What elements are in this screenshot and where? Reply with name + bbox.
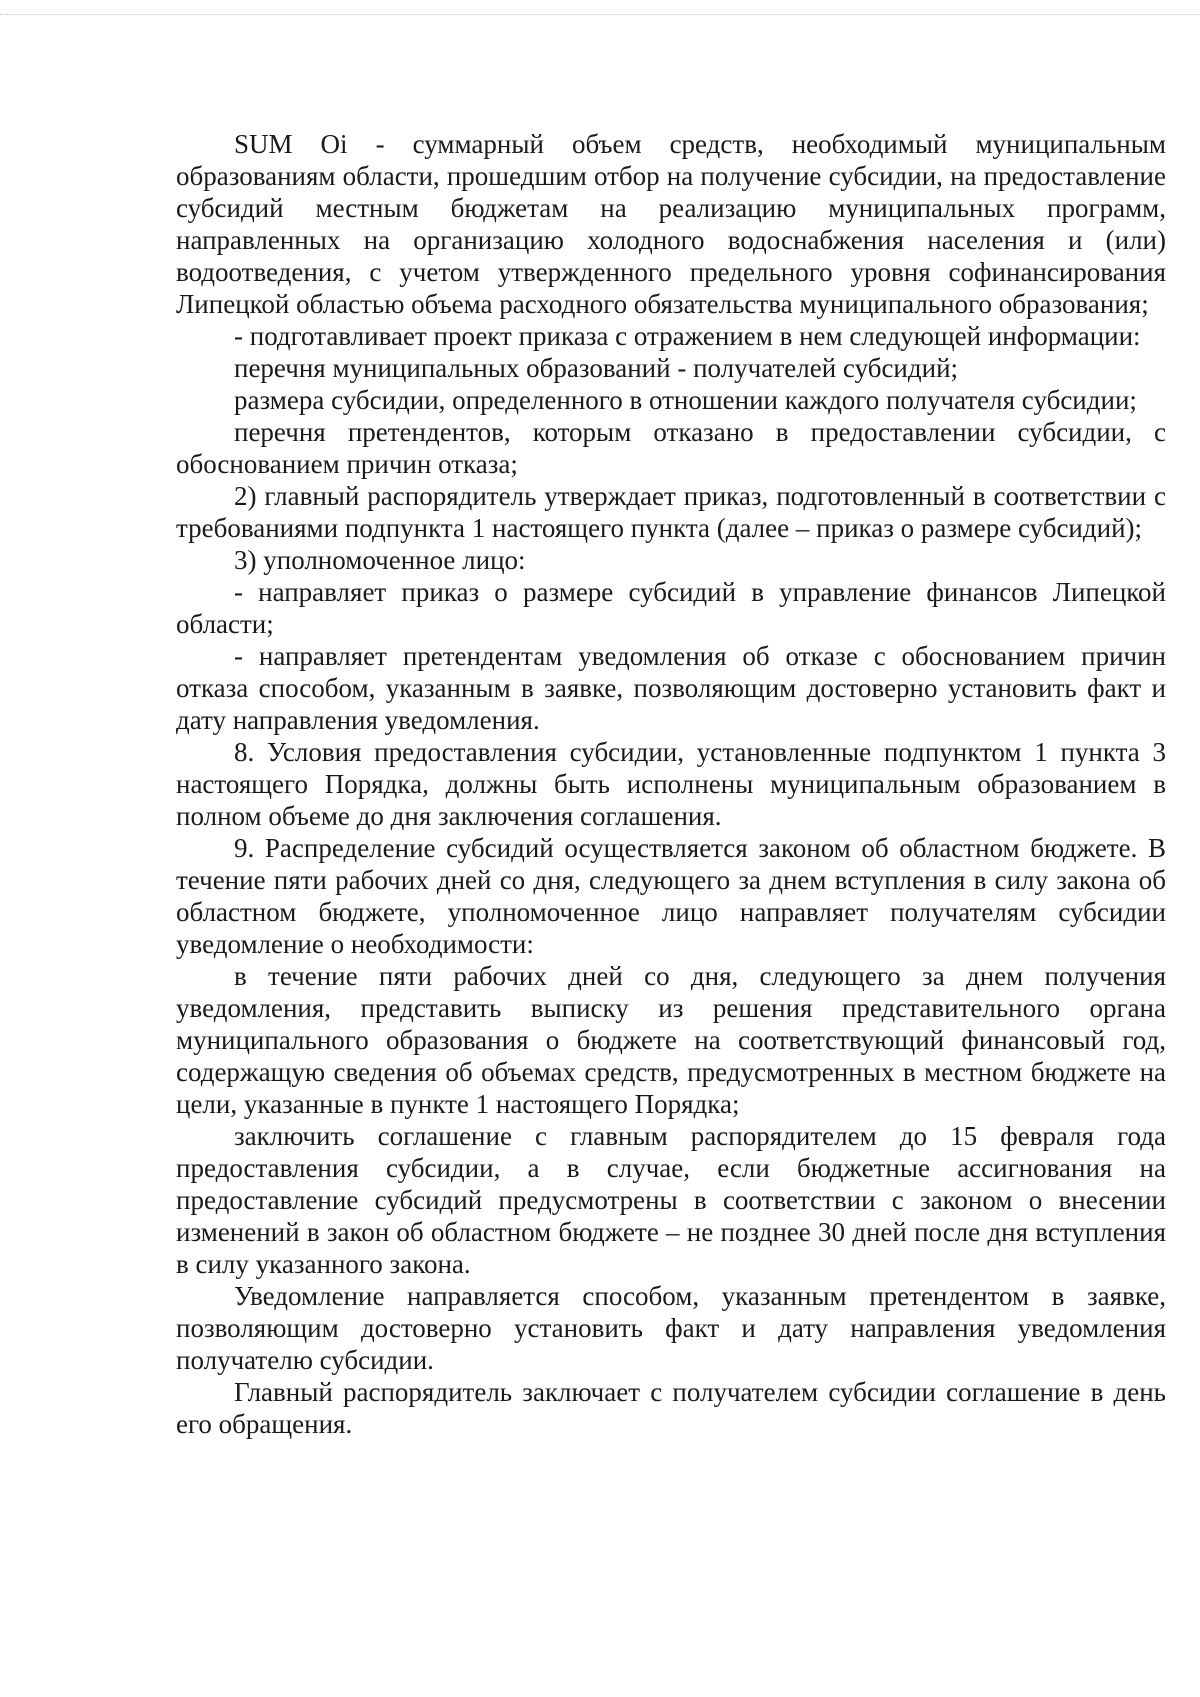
paragraph-refused-applicants: перечня претендентов, которым отказано в предоставлении субсидии, с обоснованием причин отказа; xyxy=(176,417,1166,479)
scan-edge-line xyxy=(0,14,1200,15)
paragraph-clause-9: 9. Распределение субсидий осуществляется законом об областном бюджете. В течение пяти рабочих дней со дня, следующего за днем вступления в силу закона об областном бюджете, уполномоченное лицо направляет получателям субсидии уведомление о необходимости: xyxy=(176,833,1166,959)
paragraph-subsidy-size: размера субсидии, определенного в отношении каждого получателя субсидии; xyxy=(234,385,1137,415)
paragraph-clause-8: 8. Условия предоставления субсидии, установленные подпунктом 1 пункта 3 настоящего Порядка, должны быть исполнены муниципальным образованием в полном объеме до дня заключения соглашения. xyxy=(176,737,1166,831)
paragraph-send-order: - направляет приказ о размере субсидий в управление финансов Липецкой области; xyxy=(176,577,1166,639)
document-page xyxy=(176,128,1166,1440)
paragraph-notification-method: Уведомление направляется способом, указанным претендентом в заявке, позволяющим достоверно установить факт и дату направления уведомления получателю субсидии. xyxy=(176,1281,1166,1375)
paragraph-submit-extract: в течение пяти рабочих дней со дня, следующего за днем получения уведомления, представить выписку из решения представительного органа муниципального образования о бюджете на соответствующий финансовый год, содержащую сведения об объемах средств, предусмотренных в местном бюджете на цели, указанные в пункте 1 настоящего Порядка; xyxy=(176,961,1166,1119)
paragraph-send-refusals: - направляет претендентам уведомления об отказе с обоснованием причин отказа способом, указанным в заявке, позволяющим достоверно установить факт и дату направления уведомления. xyxy=(176,641,1166,735)
paragraph-prepare-order: - подготавливает проект приказа с отражением в нем следующей информации: xyxy=(234,321,1141,351)
paragraph-sum-definition: SUM Oi - суммарный объем средств, необходимый муниципальным образованиям области, прошедшим отбор на получение субсидии, на предоставление субсидий местным бюджетам на реализацию муниципальных программ, направленных на организацию холодного водоснабжения населения и (или) водоотведения, с учетом утвержденного предельного уровня софинансирования Липецкой областью объема расходного обязательства муниципального образования; xyxy=(176,129,1166,319)
paragraph-item-2: 2) главный распорядитель утверждает приказ, подготовленный в соответствии с требованиями подпункта 1 настоящего пункта (далее – приказ о размере субсидий); xyxy=(176,481,1166,543)
paragraph-agreement-day: Главный распорядитель заключает с получателем субсидии соглашение в день его обращения. xyxy=(176,1377,1166,1439)
paragraph-item-3: 3) уполномоченное лицо: xyxy=(234,545,526,575)
paragraph-conclude-agreement: заключить соглашение с главным распорядителем до 15 февраля года предоставления субсидии, а в случае, если бюджетные ассигнования на предоставление субсидий предусмотрены в соответствии с законом о внесении изменений в закон об областном бюджете – не позднее 30 дней после дня вступления в силу указанного закона. xyxy=(176,1121,1166,1279)
paragraph-list-municipalities: перечня муниципальных образований - получателей субсидий; xyxy=(234,353,959,383)
